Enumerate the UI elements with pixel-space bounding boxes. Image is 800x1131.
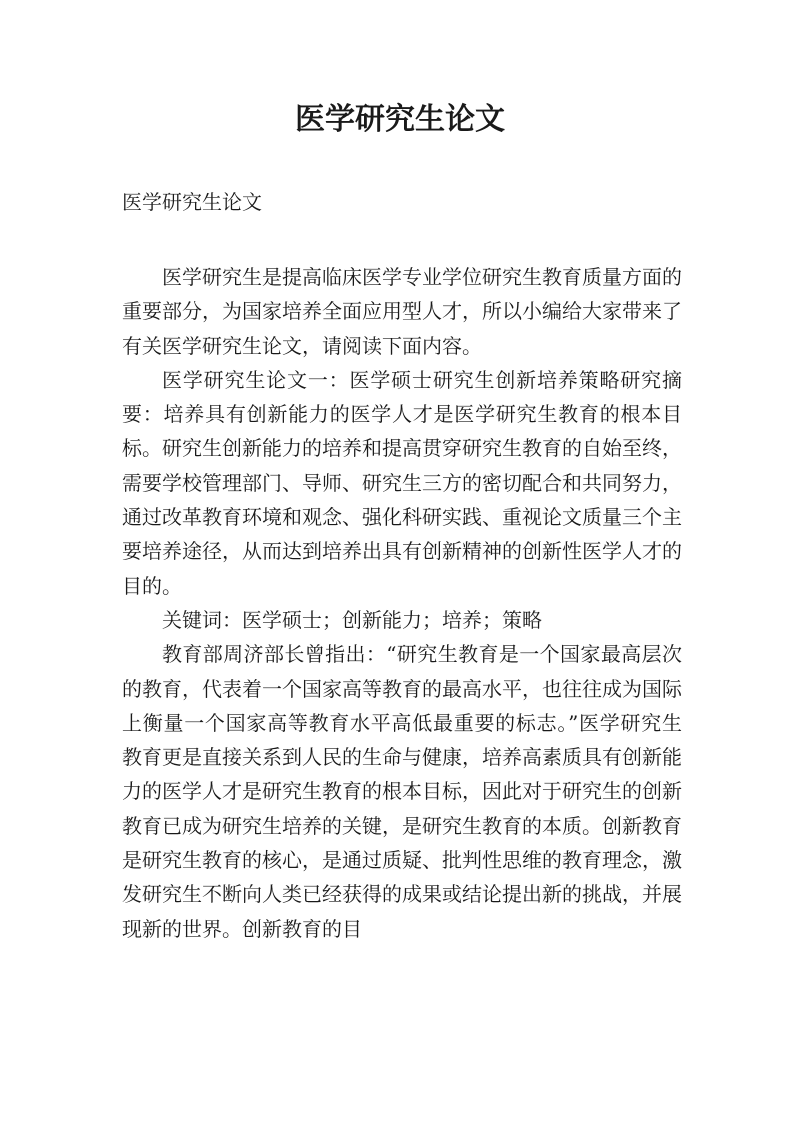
- paragraph-main: 教育部周济部长曾指出：“研究生教育是一个国家最高层次的教育，代表着一个国家高等教育的最高水平，也往往成为国际上衡量一个国家高等教育水平高低最重要的标志。”医学研究生教育更是直接关系到人民的生命与健康，培养高素质具有创新能力的医学人才是研究生教育的根本目标，因此对于研究生的创新教育已成为研究生培养的关键，是研究生教育的本质。创新教育是研究生教育的核心，是通过质疑、批判性思维的教育理念，激发研究生不断向人类已经获得的成果或结论提出新的挑战，并展现新的世界。创新教育的目: [122, 642, 682, 941]
- paragraph-intro: 医学研究生是提高临床医学专业学位研究生教育质量方面的重要部分，为国家培养全面应用型人才，所以小编给大家带来了有关医学研究生论文，请阅读下面内容。: [122, 265, 682, 358]
- paragraph-abstract: 医学研究生论文一：医学硕士研究生创新培养策略研究摘要：培养具有创新能力的医学人才是医学研究生教育的根本目标。研究生创新能力的培养和提高贯穿研究生教育的自始至终，需要学校管理部门、导师、研究生三方的密切配合和共同努力，通过改革教育环境和观念、强化科研实践、重视论文质量三个主要培养途径，从而达到培养出具有创新精神的创新性医学人才的目的。: [122, 367, 682, 598]
- paragraph-keywords: 关键词：医学硕士；创新能力；培养；策略: [162, 607, 542, 632]
- document-subtitle: 医学研究生论文: [122, 190, 262, 214]
- document-title: 医学研究生论文: [295, 102, 505, 137]
- document-body: [122, 260, 682, 946]
